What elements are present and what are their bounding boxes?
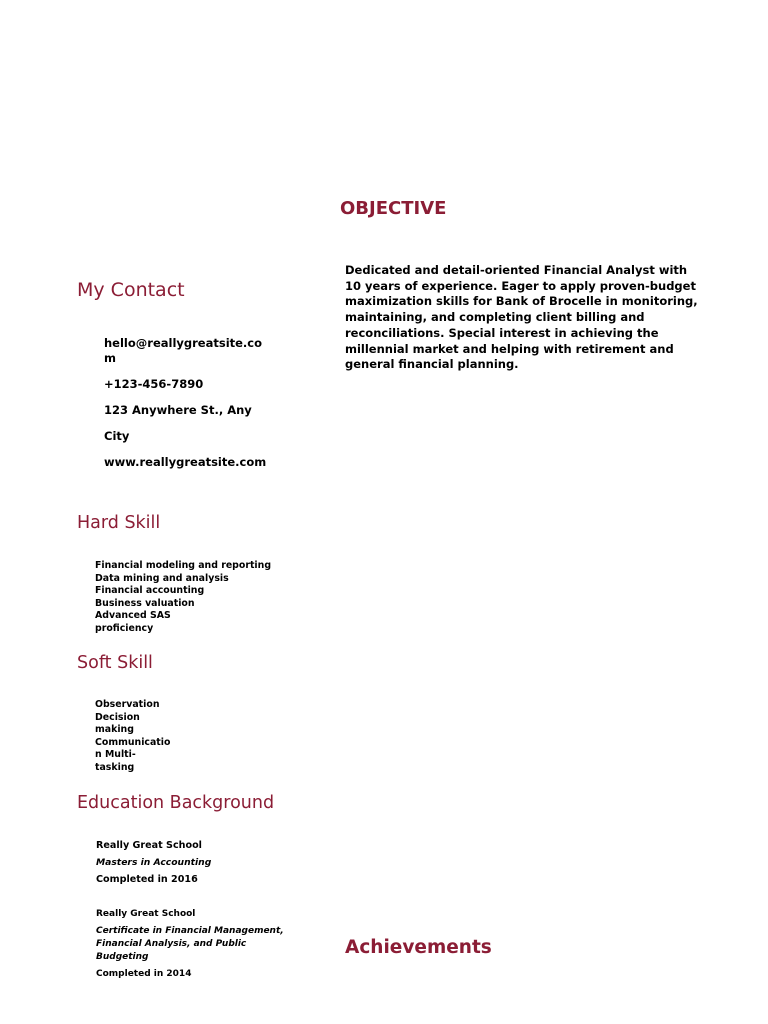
- list-item: making: [95, 724, 134, 735]
- contact-phone: +123-456-7890: [104, 377, 204, 391]
- objective-text: Dedicated and detail-oriented Financial Analyst with 10 years of experience. Eager to apply proven-budget maximization skills for Bank of Brocelle in monitoring, maintaining, and completing client billing and reconciliations. Special interest in achieving the millennial market and helping with retirement and general financial planning.: [345, 263, 698, 372]
- soft-skill-list: [95, 699, 170, 774]
- list-item: n Multi-: [95, 749, 136, 760]
- education-completed: Completed in 2016: [96, 874, 198, 885]
- achievements-heading: Achievements: [345, 937, 492, 958]
- education-degree: Certificate in Financial Management, Financial Analysis, and Public Budgeting: [96, 926, 284, 962]
- education-school: Really Great School: [96, 840, 202, 851]
- soft-skill-heading: Soft Skill: [77, 653, 153, 673]
- list-item: Business valuation: [95, 597, 195, 609]
- list-item: Observation: [95, 699, 160, 710]
- hard-skill-list: [95, 560, 271, 635]
- education-completed: Completed in 2014: [96, 969, 192, 979]
- list-item: Financial accounting: [95, 585, 205, 596]
- contact-website: www.reallygreatsite.com: [104, 455, 267, 469]
- education-heading: Education Background: [77, 793, 275, 813]
- list-item: Financial modeling and reporting: [95, 560, 272, 571]
- education-school: Really Great School: [96, 909, 196, 919]
- contact-email: hello@reallygreatsite.com: [104, 336, 263, 365]
- education-degree: Masters in Accounting: [96, 857, 212, 868]
- list-item: Communicatio: [95, 736, 171, 748]
- objective-heading: OBJECTIVE: [340, 198, 447, 219]
- list-item: Data mining and analysis: [95, 572, 229, 584]
- hard-skill-heading: Hard Skill: [77, 513, 161, 533]
- list-item: tasking: [95, 761, 135, 773]
- list-item: proficiency: [95, 622, 154, 634]
- contact-address: 123 Anywhere St., Any City: [104, 403, 252, 443]
- contact-heading: My Contact: [77, 279, 185, 301]
- list-item: Decision: [95, 711, 140, 723]
- list-item: Advanced SAS: [95, 610, 171, 621]
